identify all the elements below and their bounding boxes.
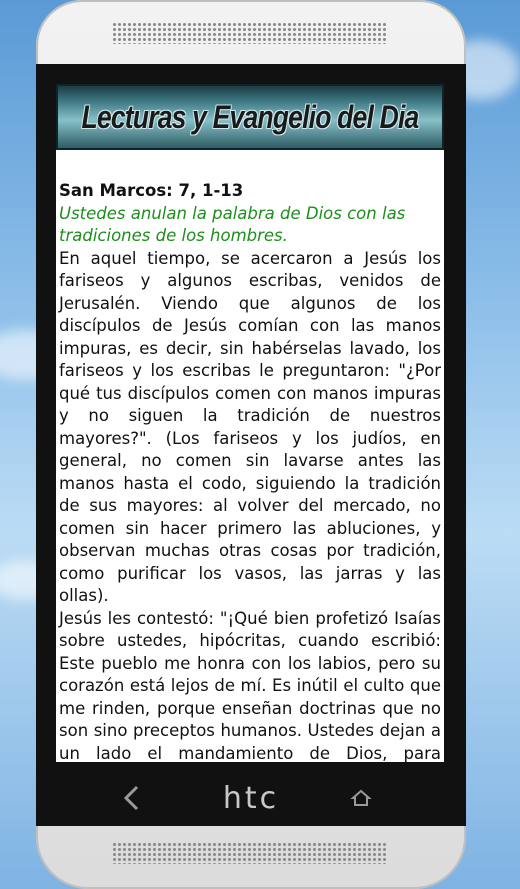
reading-paragraph: Jesús les contestó: "¡Qué bien profetizó Isaías sobre ustedes, hipócritas, cuando escribió: Este pueblo me honra con los labios, pero su corazón está lejos de mí. Es inútil el culto que me rinden, porque enseñan doctrinas que no son sino preceptos humanos. Ustedes dejan a un lado el mandamiento de Dios, para aferrarse a las [59,608,441,785]
reading-content[interactable] [59,180,441,788]
back-chevron-icon[interactable] [106,770,156,826]
top-speaker-grille [112,22,386,44]
app-title: Lecturas y Evangelio del Dia [81,98,419,135]
app-screen [56,84,444,785]
reading-paragraph: En aquel tiempo, se acercaron a Jesús los fariseos y algunos escribas, venidos de Jerusalén. Viendo que algunos de los discípulos de Jesús comían con las manos impuras, es decir, sin habérselas lavado, los fariseos y los escribas le preguntaron: "¿Por qué tus discípulos comen con manos impuras y no siguen la tradición de nuestros mayores?". (Los fariseos y los judíos, en general, no comen sin lavarse antes las manos hasta el codo, siguiendo la tradición de sus mayores: al volver del mercado, no comen sin hacer primero las abluciones, y observan muchas otras cosas por tradición, como purificar los vasos, las jarras y las ollas). [59,248,441,605]
gospel-reference: San Marcos: 7, 1-13 [59,181,244,200]
device-navigation-bar [36,770,466,826]
app-header-banner [56,84,444,150]
home-icon[interactable] [336,770,386,826]
bottom-speaker-grille [112,842,386,864]
brand-logo: htc [222,780,280,816]
reading-subtitle: Ustedes anulan la palabra de Dios con las tradiciones de los hombres. [59,203,406,245]
